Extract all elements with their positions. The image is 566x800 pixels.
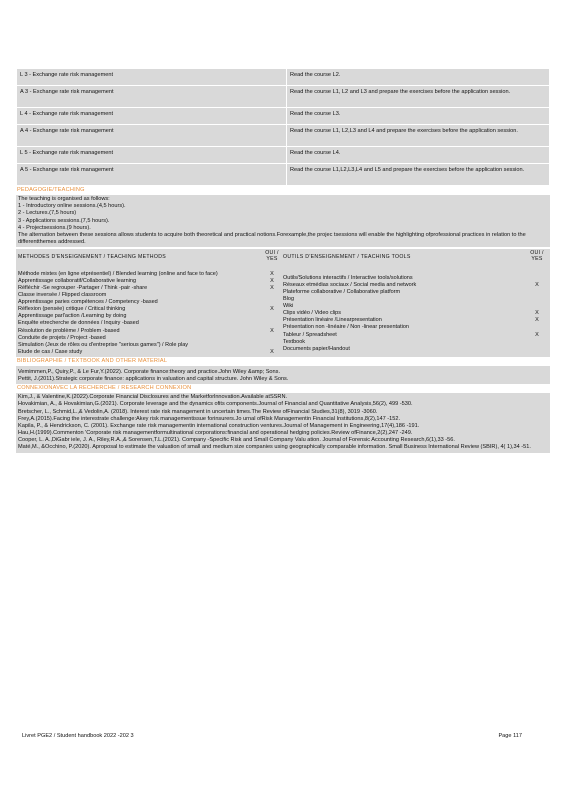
tool-label: Présentation linéaire /Linearpresentation [283,317,382,324]
method-yes-mark: X [270,285,274,292]
method-row [18,271,283,278]
schedule-row [17,164,550,186]
session-name: L 5 - Exchange rate risk management [17,147,287,164]
method-row [18,328,283,335]
method-yes-mark [261,320,283,327]
tool-label: Tableur / Spreadsheet [283,331,337,338]
method-yes-mark: X [270,327,274,334]
schedule-row [17,147,550,164]
reference: Vemimmen,P., Quiry,P., & Le Fur,Y.(2022). Corporate finance:theory and practice.John Wiley &amp; Sons. [18,368,280,375]
pedagogy-heading: PEDAGOGIE/TEACHING [17,187,85,193]
session-name: A 5 - Exchange rate risk management [17,164,287,186]
research-reference: Kapila, P., & Hendrickson, C. (2001). Exchange rate risk managementin international construction ventures.Journal of Management in Engineering,17(4),186 -191. [18,422,420,429]
method-label: Réflexion (pensée) critique / Critical thinking [18,306,126,313]
method-label: Apprentissage parl'action /Learning by doing [18,313,127,320]
method-row [18,313,283,320]
tool-row [283,289,548,296]
tool-label: Réseaux etmédias sociaux / Social media and network [283,282,417,289]
method-row [18,349,283,356]
methods-yes-header: OUI / YES [265,250,279,263]
method-label: Apprentissage collaboratif/Collaborative learning [18,278,137,285]
tool-row [283,324,548,331]
session-preparation: Read the course L1, L2,L3 and L4 and prepare the exercises before the application session. [287,125,550,147]
schedule-table [16,68,550,186]
bibliography-text [16,366,550,384]
tool-yes-mark: X [535,317,539,324]
schedule-row [17,108,550,125]
pedagogy-line: The alternation between these sessions allows students to acquire both theoretical and practical notions.Forexample,the projec tsessions will enable the highlighting ofprofessional practices in relation to the differentthemes addressed. [18,231,526,246]
tools-yes-header: OUI / YES [530,250,544,263]
method-label: Simulation (Jeux de rôles ou d'entreprise "serious games") / Role play [18,341,189,348]
reference: Pettit, J.(2011).Strategic corporate finance: applications in valuation and capital structure. John Wiley & Sons. [18,375,289,382]
tool-row [283,317,548,324]
method-row [18,278,283,285]
tool-row [283,346,548,353]
research-reference: Kim,J., & Valentine,K.(2022).Corporate Financial Disclosures and the Marketforlnnovation.Available atSSRN. [18,394,288,401]
method-yes-mark: X [270,271,274,278]
tool-yes-mark [526,339,548,346]
tool-row [283,303,548,310]
tool-label: Outils/Solutions interactifs / Interactive tools/solutions [283,275,413,282]
tool-row [283,275,548,282]
page-number: Page 117 [498,733,522,739]
session-preparation: Read the course L1, L2 and L3 and prepare the exercises before the application session. [287,86,550,108]
tool-label: Documents papier/Handout [283,345,350,352]
pedagogy-line: 1 - Introductory online sessions.(4,5 hours). [18,203,126,210]
research-reference: Frey,A.(2015).Facing the interestrate challenge:Akey risk managementissue forinsurers.Jo urnal ofRisk Managementin Financial Institutions,8(2),147 -152. [18,415,401,422]
bibliography-heading: BIBLIOGRAPHIE / TEXTBOOK AND OTHER MATERIAL [17,357,168,364]
method-label: Etude de cas / Case study [18,348,83,355]
tool-label: Plateforme collaborative / Collaborative platform [283,289,401,296]
tool-yes-mark: X [535,282,539,289]
method-row [18,299,283,306]
method-row [18,285,283,292]
teaching-methods-heading: METHODES D'ENSEIGNEMENT / TEACHING METHODS [18,254,166,261]
session-preparation: Read the course L4. [287,147,550,164]
session-preparation: Read the course L3. [287,108,550,125]
tool-label: Wiki [283,303,294,310]
research-text [16,393,550,452]
method-row [18,342,283,349]
method-label: Résolution de problème / Problem -based [18,327,120,334]
method-label: Apprentissage paries compétences / Competency -based [18,299,158,306]
tool-row [283,310,548,317]
schedule-row [17,125,550,147]
method-yes-mark [261,292,283,299]
method-label: Conduite de projets / Project -based [18,334,106,341]
method-yes-mark [261,313,283,320]
session-name: A 3 - Exchange rate risk management [17,86,287,108]
tool-row [283,282,548,289]
schedule-row [17,86,550,108]
session-name: A 4 - Exchange rate risk management [17,125,287,147]
tool-label: Blog [283,296,295,303]
session-name: L 3 - Exchange rate risk management [17,69,287,86]
method-label: Méthode mixtes (en ligne etprésentiel) / Blended learning (online and face to face) [18,271,218,278]
method-row [18,320,283,327]
pedagogy-line: The teaching is organised as follows: [18,196,110,203]
research-reference: Maté,M., &Occhino, P.(2020). Aproposal to estimate the valuation of small and medium size companies using geographically comparable information. Small Business International Review (SBIR), 4( 1),34 -51. [18,444,531,451]
pedagogy-line: 4 - Projectsessions.(9 hours). [18,224,91,231]
method-yes-mark: X [270,306,274,313]
method-yes-mark [261,335,283,342]
tool-yes-mark [526,324,548,331]
pedagogy-line: 3 - Applications sessions.(7,5 hours). [18,217,110,224]
research-reference: Hau,H.(1999).Commenton 'Corporate risk managementformultinational corporations:financial and operational hedging policies.Review ofFinance,2(2),247 -249. [18,430,413,437]
method-label: Classe inversée / Flipped classroom [18,292,107,299]
tool-yes-mark [526,303,548,310]
tool-label: Textbook [283,338,306,345]
pedagogy-text [16,195,550,247]
tool-yes-mark: X [535,310,539,317]
tool-label: Présentation non -linéaire / Non -linear presentation [283,324,409,331]
method-row [18,306,283,313]
method-yes-mark [261,299,283,306]
tool-label: Clips vidéo / Video clips [283,310,341,317]
teaching-tools-heading: OUTILS D'ENSEIGNEMENT / TEACHING TOOLS [283,254,411,261]
tool-yes-mark: X [535,331,539,338]
handbook-page [16,68,550,453]
footer-handbook-label: Livret PGE2 / Student handbook 2022 -202 3 [22,733,134,739]
tool-row [283,332,548,339]
method-row [18,335,283,342]
teaching-tools-column [283,251,548,355]
method-label: Enquête etrecherche de données / Inquiry -based [18,320,139,327]
schedule-row [17,69,550,86]
session-preparation: Read the course L2. [287,69,550,86]
tool-yes-mark [526,275,548,282]
research-heading: CONNEXIONAVEC LA RECHERCHE / RESEARCH CONNEXION [17,385,192,392]
session-preparation: Read the course L1,L2,L3,L4 and L5 and prepare the exercises before the application session. [287,164,550,186]
method-label: Réfléchir -Se regrouper -Partager / Think -pair -share [18,285,148,292]
method-yes-mark: X [270,278,274,285]
research-reference: Cooper, L. A.,DiGabr iele, J. A., Riley,R.A.,& Sorensen,T.L.(2021). Company -Specific Risk and Small Company Valu ation. Journal of Forensic Accounting Research,6(1),33 -56. [18,437,455,444]
research-reference: Hovakimian, A., & Hovakimian,G.(2021). Corporate leverage and the dynamics ofits components.Journal of Financial and Quantitative Analysis,56(2), 499 -530. [18,401,413,408]
method-row [18,292,283,299]
teaching-methods-column [18,251,283,355]
pedagogy-line: 2 - Lectures.(7,5 hours) [18,210,77,217]
tool-row [283,339,548,346]
method-yes-mark: X [270,348,274,355]
methods-tools-panel [16,249,550,356]
method-yes-mark [261,342,283,349]
session-name: L 4 - Exchange rate risk management [17,108,287,125]
tool-row [283,296,548,303]
research-reference: Bretscher, L., Schmid,L.,& Vedolin,A. (2018). Interest rate risk management in uncertain times.The Review ofFinancial Studies,31(8), 3019 -3060. [18,408,378,415]
page-footer [22,733,522,740]
tool-yes-mark [526,346,548,353]
tool-yes-mark [526,289,548,296]
tool-yes-mark [526,296,548,303]
